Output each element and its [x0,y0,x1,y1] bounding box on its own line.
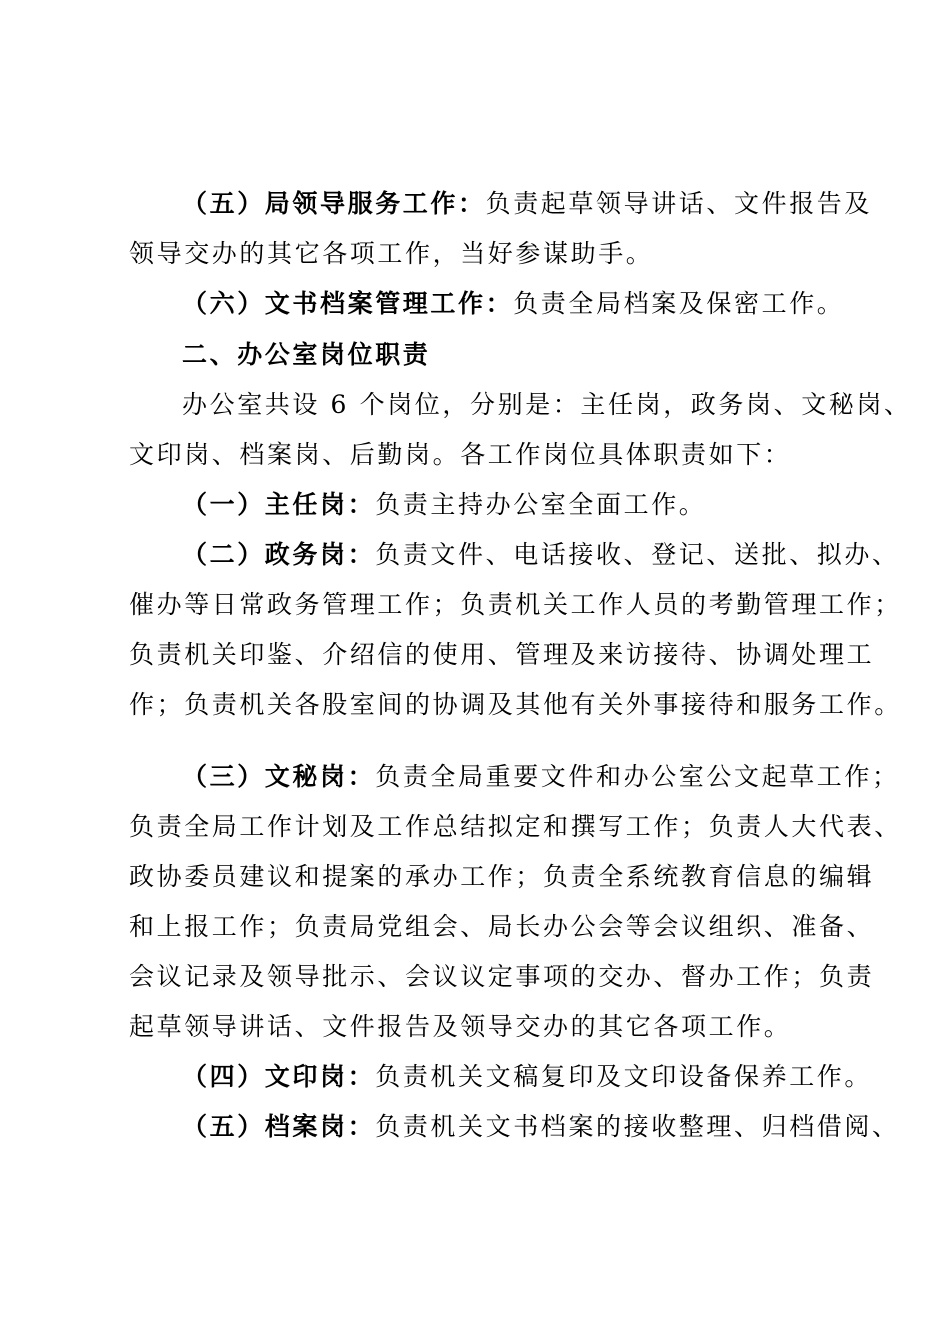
post-director-label: （一）主任岗： [182,490,376,519]
post-secretary-line-5 [129,960,875,994]
post-government-affairs-text-2: 催办等日常政务管理工作；负责机关工作人员的考勤管理工作； [129,590,902,619]
post-secretary-text-1: 负责全局重要文件和办公室公文起草工作； [375,762,900,791]
archive-management-text: 负责全局档案及保密工作。 [513,289,845,318]
post-government-affairs-line-4 [129,688,902,722]
post-secretary-line-6 [129,1010,849,1044]
post-director-text: 负责主持办公室全面工作。 [375,490,707,519]
post-archives-text: 负责机关文书档案的接收整理、归档借阅、 [375,1112,900,1141]
intro-text-2: 文印岗、档案岗、后勤岗。各工作岗位具体职责如下： [129,440,792,469]
paragraph-archive-management [182,287,849,321]
post-archives [182,1110,900,1144]
post-printing [182,1060,873,1094]
section-heading [182,338,849,372]
post-secretary-line-1 [182,760,900,794]
post-government-affairs-line-2 [129,588,902,622]
post-director [182,488,849,522]
post-government-affairs-text-1: 负责文件、电话接收、登记、送批、拟办、 [375,540,900,569]
section-heading-text: 二、办公室岗位职责 [182,340,431,369]
post-secretary-line-3 [129,860,875,894]
post-secretary-text-5: 会议记录及领导批示、会议议定事项的交办、督办工作；负责 [129,962,875,991]
post-printing-text: 负责机关文稿复印及文印设备保养工作。 [375,1062,873,1091]
leader-service-label: （五）局领导服务工作： [182,189,486,218]
paragraph-leader-service-line-2 [129,237,849,271]
paragraph-leader-service-line-1 [182,187,873,221]
archive-management-label: （六）文书档案管理工作： [182,289,514,318]
post-printing-label: （四）文印岗： [182,1062,376,1091]
post-secretary-text-2: 负责全局工作计划及工作总结拟定和撰写工作；负责人大代表、 [129,812,902,841]
post-secretary-text-3: 政协委员建议和提案的承办工作；负责全系统教育信息的编辑 [129,862,875,891]
post-government-affairs-line-3 [129,638,875,672]
post-secretary-label: （三）文秘岗： [182,762,376,791]
leader-service-text-2: 领导交办的其它各项工作，当好参谋助手。 [129,239,654,268]
post-government-affairs-text-3: 负责机关印鉴、介绍信的使用、管理及来访接待、协调处理工 [129,640,875,669]
post-secretary-text-6: 起草领导讲话、文件报告及领导交办的其它各项工作。 [129,1012,792,1041]
intro-line-2 [129,438,849,472]
post-government-affairs-line-1 [182,538,900,572]
post-archives-label: （五）档案岗： [182,1112,376,1141]
leader-service-text-1: 负责起草领导讲话、文件报告及 [485,189,873,218]
intro-text-1: 办公室共设 6 个岗位，分别是：主任岗，政务岗、文秘岗、 [182,390,912,419]
post-secretary-text-4: 和上报工作；负责局党组会、局长办公会等会议组织、准备、 [129,912,875,941]
intro-line-1 [182,388,912,422]
post-government-affairs-text-4: 作；负责机关各股室间的协调及其他有关外事接待和服务工作。 [129,690,902,719]
post-secretary-line-4 [129,910,875,944]
post-government-affairs-label: （二）政务岗： [182,540,376,569]
post-secretary-line-2 [129,810,902,844]
